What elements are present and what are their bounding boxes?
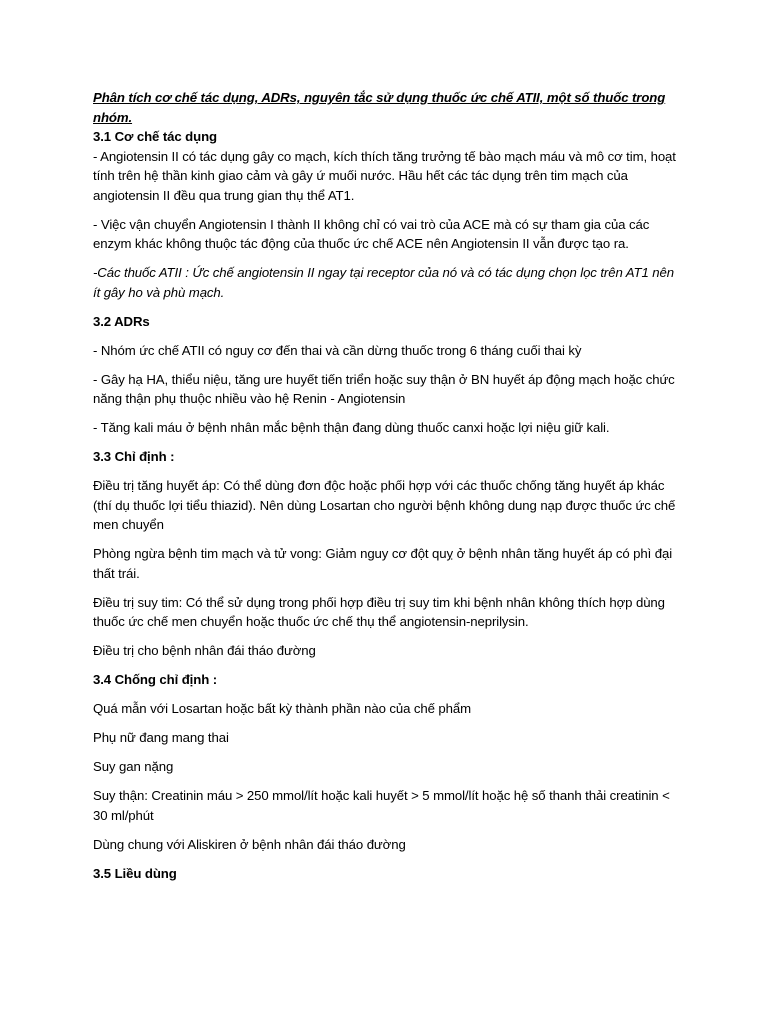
paragraph-3-4-3: Suy gan nặng bbox=[93, 759, 174, 774]
paragraph-3-4-5: Dùng chung với Aliskiren ở bệnh nhân đái tháo đường bbox=[93, 836, 406, 852]
paragraph-3-1-2: - Việc vận chuyển Angiotensin I thành II không chỉ có vai trò của ACE mà có sự tham gia của các enzym khác không thuộc tác động của thuốc ức chế ACE nên Angiotensin II vẫn được tạo ra. bbox=[93, 216, 650, 251]
paragraph-3-1-3: -Các thuốc ATII : Ức chế angiotensin II ngay tại receptor của nó và có tác dụng chọn lọc trên AT1 nên ít gây ho và phù mạch. bbox=[93, 265, 674, 300]
paragraph-3-2-1: - Nhóm ức chế ATII có nguy cơ đến thai và cần dừng thuốc trong 6 tháng cuối thai kỳ bbox=[93, 342, 582, 358]
paragraph-3-3-3: Điều trị suy tim: Có thể sử dụng trong phối hợp điều trị suy tim khi bệnh nhân không thích hợp dùng thuốc ức chế men chuyển hoặc thuốc ức chế thụ thể angiotensin-neprilysin. bbox=[93, 594, 665, 629]
paragraph-3-3-4: Điều trị cho bệnh nhân đái tháo đường bbox=[93, 643, 316, 658]
paragraph-3-3-1: Điều trị tăng huyết áp: Có thể dùng đơn độc hoặc phối hợp với các thuốc chống tăng huyết áp khác (thí dụ thuốc lợi tiểu thiazid). Nên dùng Losartan cho người bệnh không dung nạp được thuốc ức chế men chuyển bbox=[93, 478, 676, 532]
paragraph-3-2-3: - Tăng kali máu ở bệnh nhân mắc bệnh thận đang dùng thuốc canxi hoặc lợi niệu giữ kali. bbox=[93, 420, 610, 435]
paragraph-3-4-2: Phụ nữ đang mang thai bbox=[93, 730, 229, 745]
paragraph-3-4-1: Quá mẫn với Losartan hoặc bất kỳ thành phần nào của chế phẩm bbox=[93, 701, 472, 716]
heading-3-4: 3.4 Chống chỉ định : bbox=[93, 672, 218, 687]
paragraph-3-4-4: Suy thận: Creatinin máu > 250 mmol/lít hoặc kali huyết > 5 mmol/lít hoặc hệ số thanh thải creatinin < 30 ml/phút bbox=[93, 788, 670, 823]
paragraph-3-2-2: - Gây hạ HA, thiểu niệu, tăng ure huyết tiến triển hoặc suy thận ở BN huyết áp động mạch hoặc chức năng thận phụ thuộc nhiều vào hệ Renin - Angiotensin bbox=[93, 371, 675, 406]
paragraph-3-3-2: Phòng ngừa bệnh tim mạch và tử vong: Giảm nguy cơ đột quỵ ở bệnh nhân tăng huyết áp có phì đại thất trái. bbox=[93, 546, 673, 581]
document-title: Phân tích cơ chế tác dụng, ADRs, nguyên tắc sử dụng thuốc ức chế ATII, một số thuốc trong nhóm. bbox=[93, 90, 666, 125]
heading-3-1: 3.1 Cơ chế tác dụng bbox=[93, 129, 217, 144]
document-page bbox=[93, 88, 683, 883]
heading-3-3: 3.3 Chỉ định : bbox=[93, 449, 175, 464]
heading-3-5: 3.5 Liều dùng bbox=[93, 865, 177, 881]
heading-3-2: 3.2 ADRs bbox=[93, 313, 150, 329]
paragraph-3-1-1: - Angiotensin II có tác dụng gây co mạch, kích thích tăng trưởng tế bào mạch máu và mô cơ tim, hoạt tính trên hệ thần kinh giao cảm và gây ứ muối nước. Hầu hết các tác dụng trên tim mạch của angiotensin II đều qua trung gian thụ thể AT1. bbox=[93, 148, 676, 203]
